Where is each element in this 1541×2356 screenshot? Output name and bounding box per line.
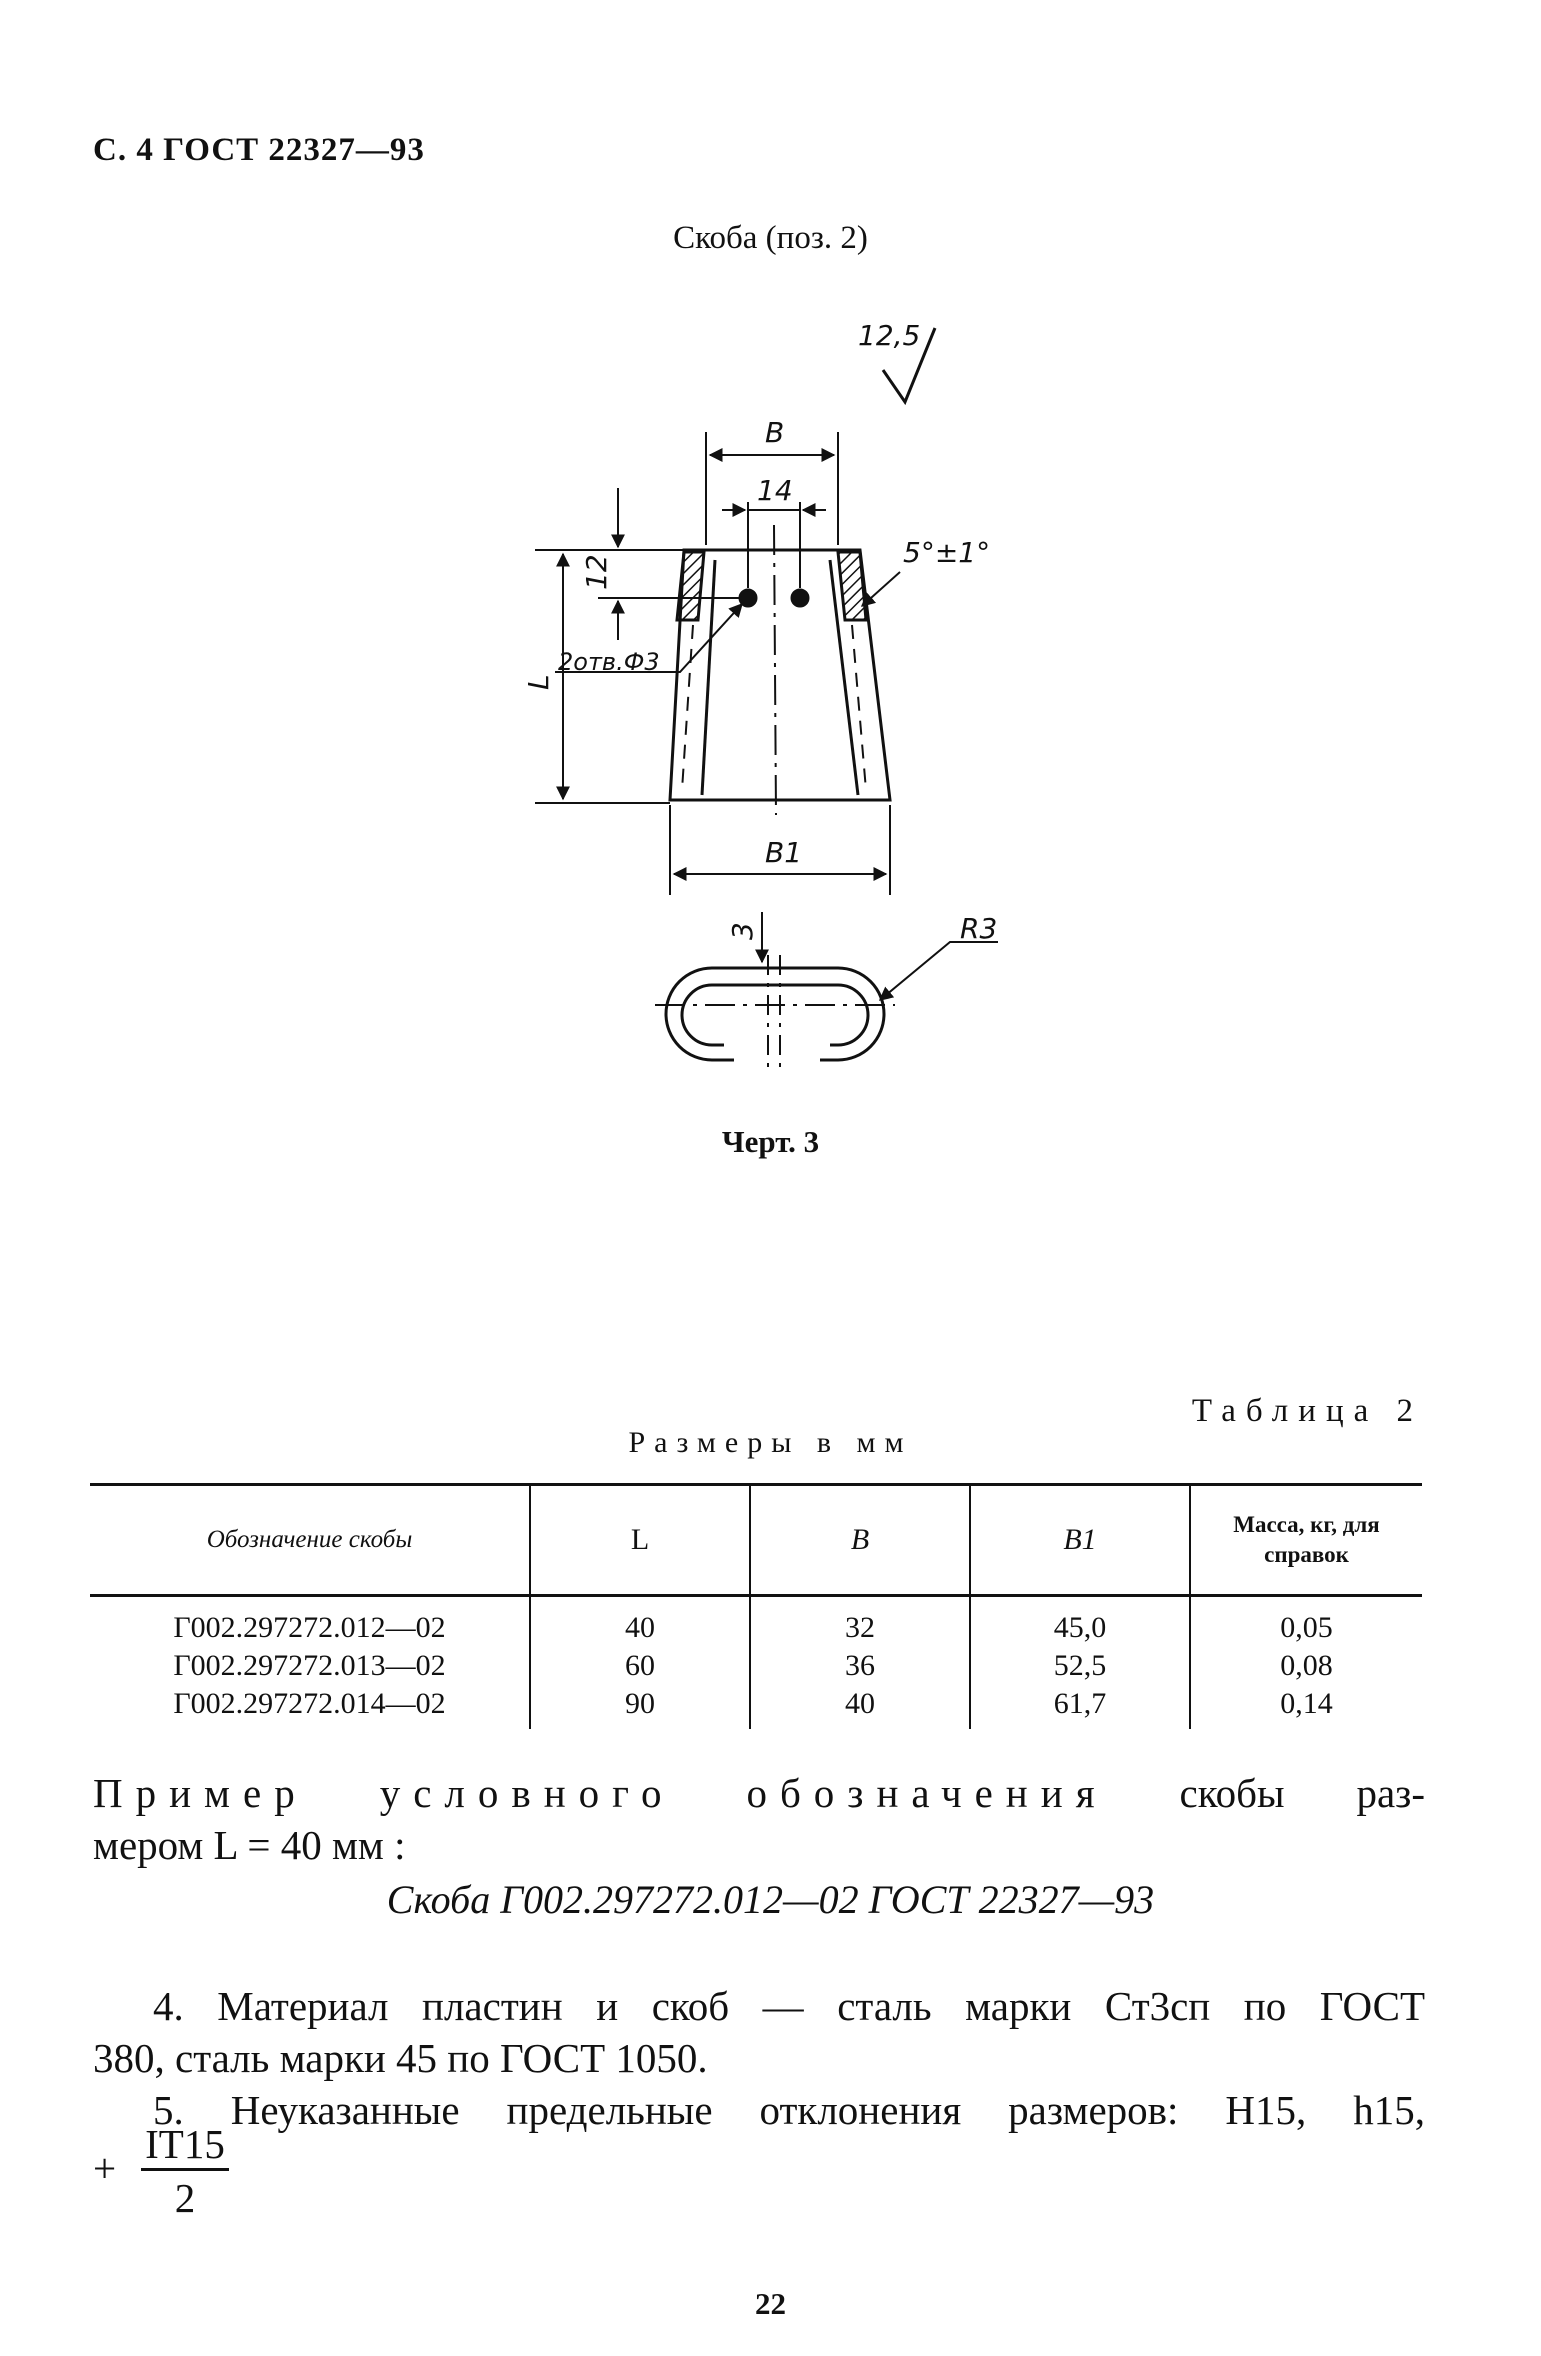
example-designation: Скоба Г002.297272.012—02 ГОСТ 22327—93 xyxy=(386,1877,1155,1922)
cell-b1: 52,5 xyxy=(970,1647,1190,1685)
table-row xyxy=(90,1647,1422,1685)
cell-mass: 0,05 xyxy=(1190,1596,1422,1648)
page-number: 22 xyxy=(755,2286,786,2321)
header-mass: Масса, кг, для справок xyxy=(1190,1485,1422,1596)
item-5 xyxy=(93,2084,1425,2136)
dimensions-table xyxy=(90,1483,1422,1729)
radius-label: R3 xyxy=(960,912,998,945)
cell-l: 60 xyxy=(530,1647,750,1685)
header-b1: B1 xyxy=(970,1485,1190,1596)
bracket-drawing xyxy=(0,0,1541,1120)
cell-l: 90 xyxy=(530,1685,750,1729)
figure-caption: Черт. 3 xyxy=(721,1124,820,1159)
cell-b1: 45,0 xyxy=(970,1596,1190,1648)
header-l: L xyxy=(530,1485,750,1596)
page-header: С. 4 ГОСТ 22327—93 xyxy=(93,132,425,168)
table-label: Таблица 2 xyxy=(1191,1393,1423,1429)
cell-b: 40 xyxy=(750,1685,970,1729)
fraction-denominator: 2 xyxy=(174,2175,196,2221)
example-paragraph xyxy=(93,1767,1425,1871)
angle-label: 5°±1° xyxy=(903,536,991,569)
dim-b1-label: B1 xyxy=(765,836,803,869)
table-row xyxy=(90,1596,1422,1648)
dim-b-label: B xyxy=(765,416,785,449)
dim-l-label: L xyxy=(522,674,555,690)
cell-l: 40 xyxy=(530,1596,750,1648)
roughness-value: 12,5 xyxy=(858,319,921,352)
cell-b1: 61,7 xyxy=(970,1685,1190,1729)
item-5-line-1: 5. Неуказанные предельные отклонения размеров: H15, h15, xyxy=(153,2087,1425,2133)
header-designation: Обозначение скобы xyxy=(90,1485,530,1596)
dim-3-label: 3 xyxy=(726,922,759,940)
holes-label: 2отв.Ф3 xyxy=(558,648,660,676)
item-4 xyxy=(93,1980,1425,2084)
item-4-line-2: 380, сталь марки 45 по ГОСТ 1050. xyxy=(93,2035,708,2081)
table-units: Размеры в мм xyxy=(628,1426,913,1459)
table-header-row xyxy=(90,1485,1422,1596)
cell-b: 32 xyxy=(750,1596,970,1648)
dim-12-label: 12 xyxy=(580,554,613,590)
figure-title: Скоба (поз. 2) xyxy=(673,220,868,256)
cell-designation: Г002.297272.014—02 xyxy=(173,1687,446,1720)
cell-mass: 0,14 xyxy=(1190,1685,1422,1729)
example-line-1: Пример условного обозначения скобы раз- xyxy=(93,1770,1426,1816)
cell-designation: Г002.297272.013—02 xyxy=(173,1649,446,1682)
dim-14-label: 14 xyxy=(757,474,793,507)
item-4-line-1: 4. Материал пластин и скоб — сталь марки Ст3сп по ГОСТ xyxy=(153,1983,1425,2029)
cell-b: 36 xyxy=(750,1647,970,1685)
example-line-2: мером L = 40 мм : xyxy=(93,1822,406,1868)
plus-sign: + xyxy=(93,2145,117,2191)
header-b: B xyxy=(750,1485,970,1596)
cell-mass: 0,08 xyxy=(1190,1647,1422,1685)
table-row xyxy=(90,1685,1422,1729)
fraction-numerator: IT15 xyxy=(141,2120,229,2171)
cell-designation: Г002.297272.012—02 xyxy=(173,1611,446,1644)
